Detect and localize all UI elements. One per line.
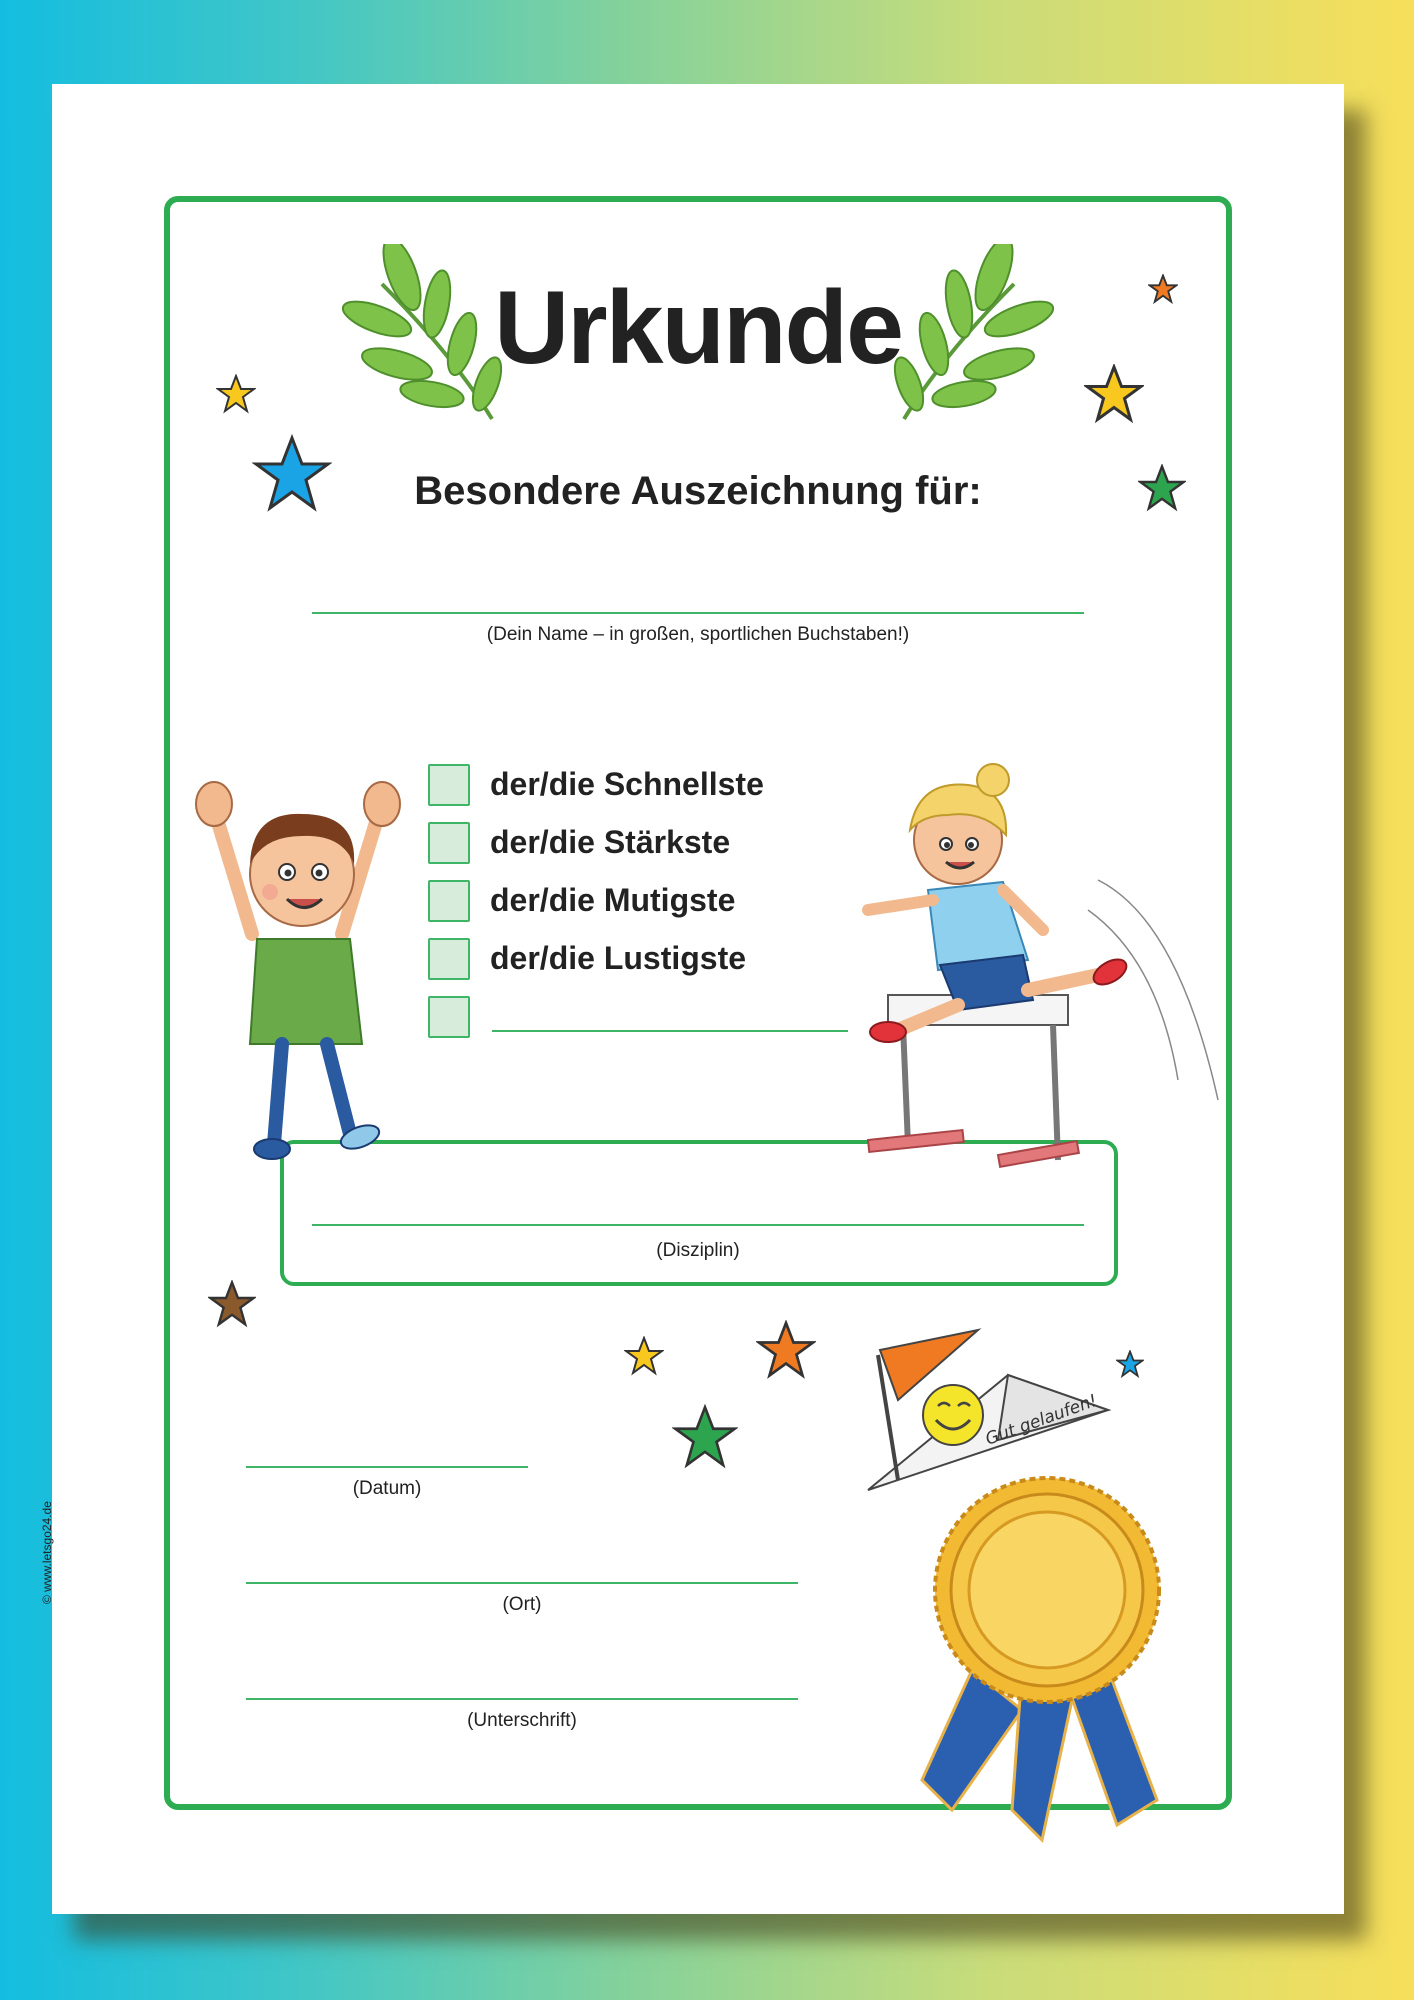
brown-star-icon [208,1280,256,1328]
yellow-star-icon [1084,364,1144,424]
category-row-custom[interactable] [428,996,848,1040]
orange-star-icon [756,1320,816,1380]
category-label: der/die Mutigste [490,882,736,918]
place-caption: (Ort) [502,1594,542,1615]
green-star-icon [1138,464,1186,512]
discipline-caption: (Disziplin) [656,1240,740,1261]
gold-medal-icon [912,1470,1182,1850]
category-label: der/die Schnellste [490,766,764,802]
orange-star-icon [1148,274,1178,304]
yellow-star-icon [216,374,256,414]
discipline-line[interactable] [312,1224,1084,1226]
copyright-note: © www.letsgo24.de [40,1501,54,1604]
category-row-bravest[interactable] [428,880,788,924]
badge-text: Gut gelaufen! [982,1390,1100,1450]
category-row-funniest[interactable] [428,938,788,982]
name-caption: (Dein Name – in großen, sportlichen Buchstaben!) [486,624,910,645]
name-line[interactable] [312,612,1084,614]
green-star-icon [672,1404,738,1470]
signature-line[interactable] [246,1698,798,1700]
signature-caption: (Unterschrift) [467,1710,577,1731]
category-row-strongest[interactable] [428,822,788,866]
certificate-page [40,84,1344,1914]
hurdle-runner-girl-illustration [848,760,1248,1180]
date-caption: (Datum) [352,1478,422,1499]
certificate-title: Urkunde [494,270,902,386]
yellow-star-icon [624,1336,664,1376]
cheering-boy-illustration [192,724,452,1164]
place-line[interactable] [246,1582,798,1584]
custom-category-line[interactable] [492,1030,848,1032]
category-label: der/die Lustigste [490,940,747,976]
category-label: der/die Stärkste [490,824,731,860]
blue-star-icon [252,434,332,514]
category-row-fastest[interactable] [428,764,788,808]
date-line[interactable] [246,1466,528,1468]
certificate-subtitle: Besondere Auszeichnung für: [414,469,982,513]
